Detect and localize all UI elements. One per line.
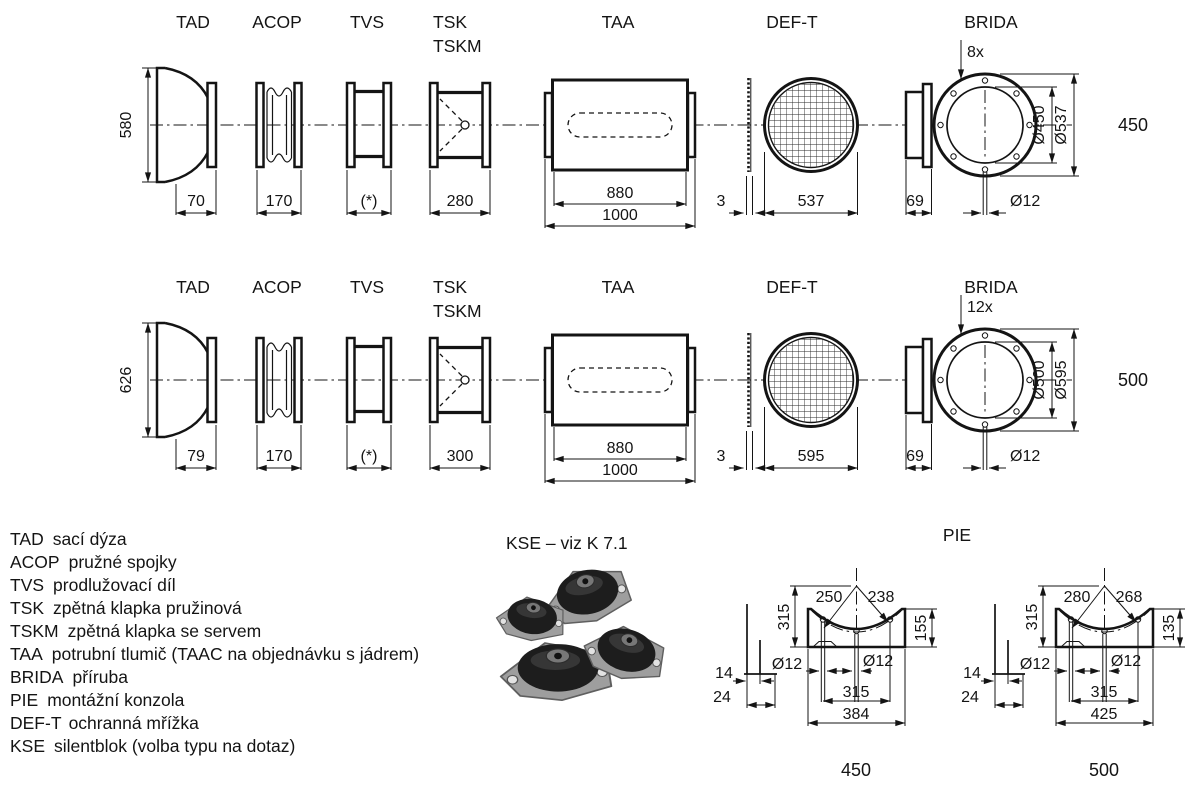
dim-taa-body: 880 xyxy=(606,185,634,202)
dim-radius-a: 280 xyxy=(1063,589,1091,606)
dim-tvs-depth: (*) xyxy=(360,448,378,465)
legend-item: PIE montážní konzola xyxy=(10,690,185,710)
dim-hole-b: Ø12 xyxy=(1110,653,1142,670)
dim-side-height: 155 xyxy=(913,614,930,642)
taa-title: TAA xyxy=(601,12,635,32)
pie-size-label: 450 xyxy=(840,760,872,780)
dim-height: 315 xyxy=(1024,603,1041,631)
dim-radius-a: 250 xyxy=(815,589,843,606)
dim-brida-outer: Ø595 xyxy=(1053,360,1070,400)
dim-base: 24 xyxy=(961,689,979,706)
dim-brida-inner: Ø500 xyxy=(1031,360,1048,400)
dim-hole-span: 315 xyxy=(842,684,870,701)
dim-thickness: 14 xyxy=(963,665,981,682)
dim-tvs-depth: (*) xyxy=(360,193,378,210)
dim-tsk-depth: 280 xyxy=(446,193,474,210)
taa-title: TAA xyxy=(601,277,635,297)
dim-brida-outer: Ø537 xyxy=(1053,105,1070,145)
dim-hole-span: 315 xyxy=(1090,684,1118,701)
tskm-title: TSKM xyxy=(433,36,482,56)
dim-base: 24 xyxy=(713,689,731,706)
dim-tad-height: 580 xyxy=(118,111,135,139)
deft-title: DEF-T xyxy=(766,12,818,32)
row-size-label: 500 xyxy=(1117,370,1149,390)
dim-side-height: 135 xyxy=(1161,614,1178,642)
dim-acop-depth: 170 xyxy=(265,448,293,465)
legend-item: TVS prodlužovací díl xyxy=(10,575,176,595)
dim-tad-height: 626 xyxy=(118,366,135,394)
dim-tad-depth: 70 xyxy=(187,193,205,210)
acop-title: ACOP xyxy=(252,12,302,32)
dim-taa-body: 880 xyxy=(606,440,634,457)
brida-title: BRIDA xyxy=(964,277,1018,297)
dim-brida-depth: 69 xyxy=(906,193,924,210)
dim-brida-depth: 69 xyxy=(906,448,924,465)
dim-deft-thickness: 3 xyxy=(716,448,726,465)
acop-title: ACOP xyxy=(252,277,302,297)
dim-hole-b: Ø12 xyxy=(862,653,894,670)
dim-taa-total: 1000 xyxy=(602,207,638,224)
dim-deft-diameter: 595 xyxy=(797,448,825,465)
dim-height: 315 xyxy=(776,603,793,631)
legend-item: TSKM zpětná klapka se servem xyxy=(10,621,262,641)
legend-item: KSE silentblok (volba typu na dotaz) xyxy=(10,736,296,756)
legend-item: DEF-T ochranná mřížka xyxy=(10,713,199,733)
kse-section xyxy=(494,533,670,700)
dim-radius-b: 238 xyxy=(867,589,895,606)
tad-title: TAD xyxy=(176,277,210,297)
tvs-title: TVS xyxy=(349,277,385,297)
tad-title: TAD xyxy=(176,12,210,32)
pie-section xyxy=(713,525,1185,780)
legend-item: BRIDA příruba xyxy=(10,667,128,687)
brida-bolt-count: 12x xyxy=(967,299,993,316)
kse-silentblock-photo xyxy=(494,561,670,700)
kse-title: KSE – viz K 7.1 xyxy=(506,533,628,553)
tsk-title: TSK xyxy=(433,277,468,297)
dim-acop-depth: 170 xyxy=(265,193,293,210)
dim-brida-hole: Ø12 xyxy=(1010,193,1041,210)
legend-item: TSK zpětná klapka pružinová xyxy=(10,598,242,618)
tskm-title: TSKM xyxy=(433,301,482,321)
dim-deft-thickness: 3 xyxy=(716,193,726,210)
legend xyxy=(10,529,419,756)
legend-item: TAD sací dýza xyxy=(10,529,127,549)
dim-hole-a: Ø12 xyxy=(771,656,803,673)
legend-item: ACOP pružné spojky xyxy=(10,552,177,572)
pie-title: PIE xyxy=(942,525,972,545)
dim-thickness: 14 xyxy=(715,665,733,682)
dim-taa-total: 1000 xyxy=(602,462,638,479)
legend-item: TAA potrubní tlumič (TAAC na objednávku s jádrem) xyxy=(10,644,420,664)
dim-radius-b: 268 xyxy=(1115,589,1143,606)
dim-width: 384 xyxy=(842,706,870,723)
dim-brida-inner: Ø450 xyxy=(1031,105,1048,145)
pie-size-label: 500 xyxy=(1088,760,1120,780)
dim-tad-depth: 79 xyxy=(187,448,205,465)
brida-bolt-count: 8x xyxy=(967,44,984,61)
brida-title: BRIDA xyxy=(964,12,1018,32)
dim-hole-a: Ø12 xyxy=(1019,656,1051,673)
dim-tsk-depth: 300 xyxy=(446,448,474,465)
dim-deft-diameter: 537 xyxy=(797,193,825,210)
tvs-title: TVS xyxy=(349,12,385,32)
deft-title: DEF-T xyxy=(766,277,818,297)
dim-width: 425 xyxy=(1090,706,1118,723)
tsk-title: TSK xyxy=(433,12,468,32)
row-size-label: 450 xyxy=(1117,115,1149,135)
dim-brida-hole: Ø12 xyxy=(1010,448,1041,465)
